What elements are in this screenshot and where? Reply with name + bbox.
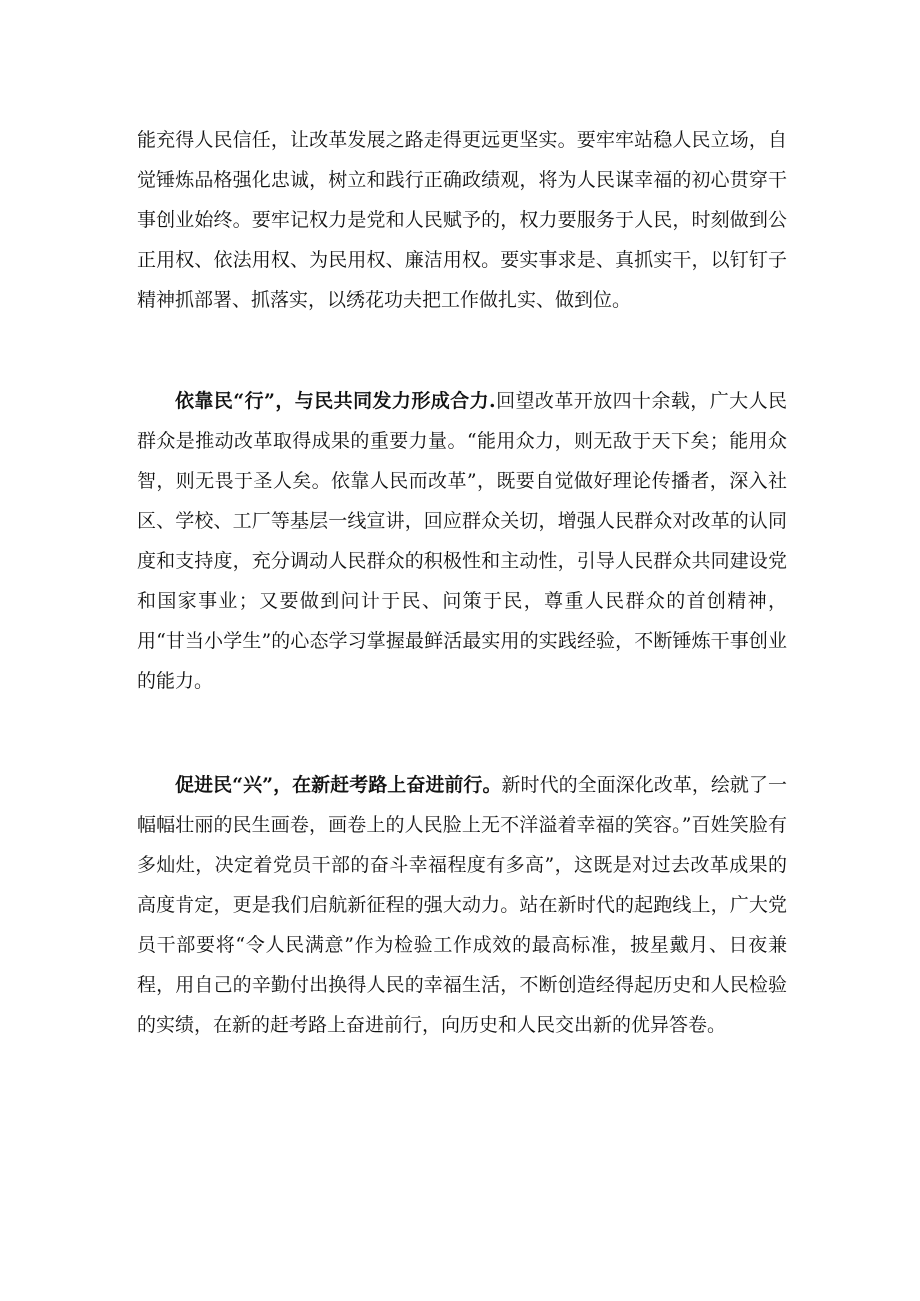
paragraph-body: 新时代的全面深化改革，绘就了一幅幅壮丽的民生画卷，画卷上的人民脸上无不洋溢着幸福的笑容。”百姓笑脸有多灿灶，决定着党员干部的奋斗幸福程度有多高”，这既是对过去改革成果的高度肯定，更是我们启航新征程的强大动力。站在新时代的起跑线上，广大党员干部要将“令人民满意”作为检验工作成效的最高标准，披星戴月、日夜兼程，用自己的辛勤付出换得人民的幸福生活，不断创造经得起历史和人民检验的实绩，在新的赶考路上奋进前行，向历史和人民交出新的优异答卷。 — [137, 774, 787, 1036]
paragraph-rely-on-people — [137, 381, 787, 701]
paragraph-lead-heading: 依靠民“行”，与民共同发力形成合力. — [175, 390, 496, 412]
paragraph-continuation — [137, 120, 787, 320]
paragraph-body: 回望改革开放四十余载，广大人民群众是推动改革取得成果的重要力量。“能用众力，则无敌于天下矣；能用众智，则无畏于圣人矣。依靠人民而改革”，既要自觉做好理论传播者，深入社区、学校、工厂等基层一线宣讲，回应群众关切，增强人民群众对改革的认同度和支持度，充分调动人民群众的积极性和主动性，引导人民群众共同建设党和国家事业；又要做到问计于民、问策于民，尊重人民群众的首创精神，用“甘当小学生”的心态学习掌握最鲜活最实用的实践经验，不断锤炼干事创业的能力。 — [137, 390, 787, 692]
paragraph-body: 能充得人民信任，让改革发展之路走得更远更坚实。要牢牢站稳人民立场，自觉锤炼品格强化忠诚，树立和践行正确政绩观，将为人民谋幸福的初心贯穿干事创业始终。要牢记权力是党和人民赋予的，权力要服务于人民，时刻做到公正用权、依法用权、为民用权、廉洁用权。要实事求是、真抓实干，以钉钉子精神抓部署、抓落实，以绣花功夫把工作做扎实、做到位。 — [137, 129, 787, 311]
paragraph-promote-prosperity — [137, 765, 787, 1045]
paragraph-lead-heading: 促进民“兴”，在新赶考路上奋进前行。 — [175, 774, 502, 796]
